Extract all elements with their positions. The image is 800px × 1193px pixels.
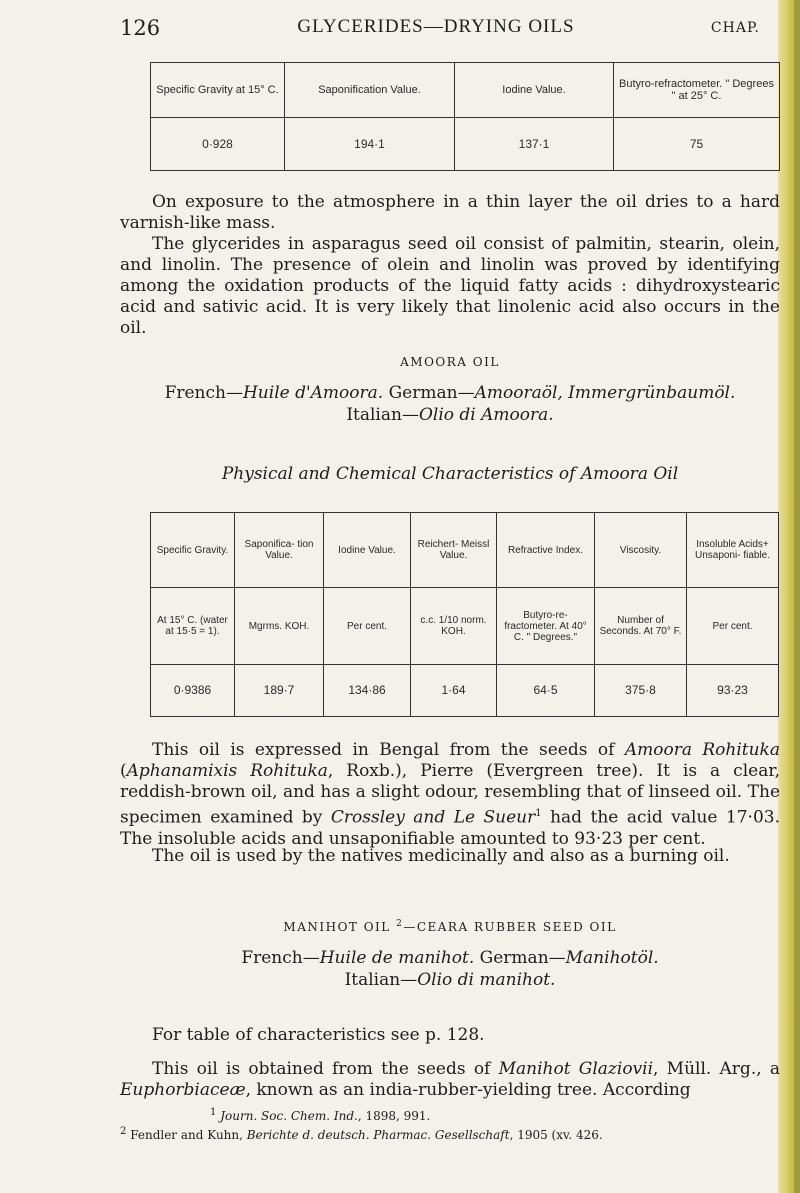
table-cell: 194·1 <box>285 118 455 171</box>
table-header-cell: Reichert- Meissl Value. <box>411 513 497 588</box>
table-cell: At 15° C. (water at 15·5 = 1). <box>151 588 235 665</box>
table-header-cell: Iodine Value. <box>324 513 411 588</box>
french-name: Huile d'Amoora. <box>242 383 384 403</box>
language-label: German— <box>474 948 566 968</box>
table-header-cell: Specific Gravity at 15° C. <box>151 63 285 118</box>
table-cell: 64·5 <box>497 665 595 717</box>
paragraph: For table of characteristics see p. 128. <box>152 1025 485 1045</box>
table-cell: Per cent. <box>324 588 411 665</box>
table-header-row <box>151 63 780 118</box>
table-cell: 75 <box>614 118 780 171</box>
section-heading: MANIHOT OIL $^2$—CEARA RUBBER SEED OIL <box>283 919 617 934</box>
footnote: $^2$ Fendler and Kuhn, Berichte d. deutsch. Pharmac. Gesellschaft, 1905 (xv. 426. <box>120 1126 603 1142</box>
names-line <box>120 403 780 427</box>
table-cell: c.c. 1/10 norm. KOH. <box>411 588 497 665</box>
italian-name: Olio di manihot. <box>417 970 556 990</box>
table-cell: 93·23 <box>687 665 779 717</box>
table-cell: 134·86 <box>324 665 411 717</box>
table-cell: 0·928 <box>151 118 285 171</box>
paragraph: The glycerides in asparagus seed oil consist of palmitin, stearin, olein, and linolin. The presence of olein and linolin was proved by identifying among the oxidation products of the liquid fatty acids : dihydroxystearic acid and sativic acid. It is very likely that linolenic acid also occurs in the oil. <box>120 234 780 338</box>
paragraph: On exposure to the atmosphere in a thin layer the oil dries to a hard varnish-like mass. <box>120 192 780 233</box>
running-head <box>120 16 760 46</box>
page-number: 126 <box>120 16 161 40</box>
italian-name: Olio di Amoora. <box>418 405 554 425</box>
table-cell: Number of Seconds. At 70° F. <box>595 588 687 665</box>
table-row <box>151 118 780 171</box>
german-name: Amooraöl, Immergrünbaumöl. <box>474 383 736 403</box>
paragraph: This oil is obtained from the seeds of Manihot Glaziovii, Müll. Arg., a Euphorbiaceæ, known as an india-rubber-yielding tree. According <box>120 1059 780 1100</box>
table-cell: Butyro-re- fractometer. At 40° C. " Degrees." <box>497 588 595 665</box>
language-label: French— <box>241 948 320 968</box>
names-line <box>120 968 780 992</box>
table-cell: 137·1 <box>455 118 614 171</box>
footnotes <box>120 1105 780 1143</box>
table-row <box>151 665 779 717</box>
paragraph: This oil is expressed in Bengal from the seeds of Amoora Rohituka (Aphanamixis Rohituka, Roxb.), Pierre (Evergreen tree). It is a clear, reddish-brown oil, and has a slight odour, resembling that of linseed oil. The specimen examined by Crossley and Le Sueur$^1$ had the acid value 17·03. The insoluble acids and unsaponifiable amounted to 93·23 per cent. <box>120 740 780 849</box>
german-name: Manihotöl. <box>565 948 659 968</box>
table-cell: 375·8 <box>595 665 687 717</box>
running-title: GLYCERIDES—DRYING OILS <box>297 16 575 37</box>
table-header-cell: Viscosity. <box>595 513 687 588</box>
language-label: Italian— <box>346 405 419 425</box>
table-header-cell: Saponifica- tion Value. <box>235 513 324 588</box>
language-label: Italian— <box>344 970 418 990</box>
table-header-cell: Insoluble Acids+ Unsaponi- fiable. <box>687 513 779 588</box>
table-cell: 189·7 <box>235 665 324 717</box>
footnote: $^1$ Journ. Soc. Chem. Ind., 1898, 991. <box>210 1107 431 1123</box>
table-header-cell: Iodine Value. <box>455 63 614 118</box>
table-cell: 1·64 <box>411 665 497 717</box>
table-caption: Physical and Chemical Characteristics of Amoora Oil <box>221 464 679 484</box>
table-cell: 0·9386 <box>151 665 235 717</box>
amoora-characteristics-table <box>150 512 779 717</box>
names-line <box>120 381 780 405</box>
chapter-label: CHAP. <box>710 20 760 36</box>
language-label: French— <box>164 383 243 403</box>
names-line <box>120 946 780 970</box>
table-header-cell: Saponification Value. <box>285 63 455 118</box>
section-heading: AMOORA OIL <box>400 355 500 369</box>
table-header-cell: Refractive Index. <box>497 513 595 588</box>
page-edge-shadow <box>794 0 800 1193</box>
paragraph: The oil is used by the natives medicinally and also as a burning oil. <box>152 846 730 866</box>
table-cell: Mgrms. KOH. <box>235 588 324 665</box>
table-header-row <box>151 513 779 588</box>
table-units-row <box>151 588 779 665</box>
table-header-cell: Specific Gravity. <box>151 513 235 588</box>
french-name: Huile de manihot. <box>319 948 475 968</box>
table-cell: Per cent. <box>687 588 779 665</box>
language-label: German— <box>388 383 475 403</box>
asparagus-characteristics-table <box>150 62 780 171</box>
table-header-cell: Butyro-refractometer. " Degrees " at 25° C. <box>614 63 780 118</box>
